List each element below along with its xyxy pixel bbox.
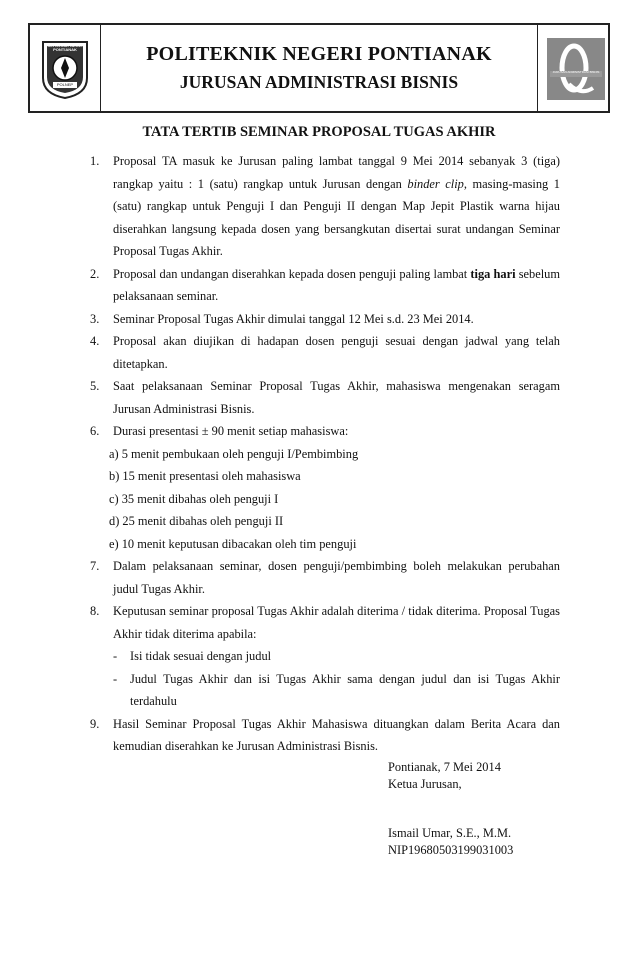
duration-item: d) 25 menit dibahas oleh penguji II (109, 514, 284, 528)
list-item: 4. Proposal akan diujikan di hadapan dosen penguji sesuai dengan jadwal yang telah ditetapkan. (90, 334, 560, 371)
list-item: 5. Saat pelaksanaan Seminar Proposal Tugas Akhir, mahasiswa mengenakan seragam Jurusan Administrasi Bisnis. (90, 379, 560, 416)
document-title: TATA TERTIB SEMINAR PROPOSAL TUGAS AKHIR (142, 124, 496, 140)
rules-list (90, 150, 560, 758)
duration-item: a) 5 menit pembukaan oleh penguji I/Pembimbing (109, 446, 359, 461)
jab-logo-icon (547, 38, 605, 100)
signer-nip: NIP19680503199031003 (388, 843, 514, 857)
list-item: 7. Dalam pelaksanaan seminar, dosen penguji/pembimbing boleh melakukan perubahan judul Tugas Akhir. (90, 559, 560, 596)
list-item: 6. Durasi presentasi ± 90 menit setiap mahasiswa: (90, 424, 349, 438)
list-item: 1. Proposal TA masuk ke Jurusan paling lambat tanggal 9 Mei 2014 sebanyak 3 (tiga) rangkap yaitu : 1 (satu) rangkap untuk Jurusan dengan binder clip, masing-masing 1 (satu) rangkap untuk Penguji I dan Penguji II dengan Map Jepit Plastik warna hijau diserahkan langsung kepada dosen yang bersangkutan disertai surat undangan Seminar Proposal Tugas Akhir. (90, 154, 561, 258)
list-item: 8. Keputusan seminar proposal Tugas Akhir adalah diterima / tidak diterima. Proposal Tugas Akhir tidak diterima apabila: (90, 604, 560, 641)
list-item: 3. Seminar Proposal Tugas Akhir dimulai tanggal 12 Mei s.d. 23 Mei 2014. (90, 311, 474, 326)
institution-name: POLITEKNIK NEGERI PONTIANAK (146, 43, 492, 65)
list-item: 9. Hasil Seminar Proposal Tugas Akhir Mahasiswa dituangkan dalam Berita Acara dan kemudian diserahkan ke Jurusan Administrasi Bisnis. (90, 716, 560, 753)
list-item: 2. Proposal dan undangan diserahkan kepada dosen penguji paling lambat tiga hari sebelum pelaksanaan seminar. (90, 266, 560, 303)
left-logo-text: POLITEKNIK NEGERI PONTIANAK (44, 43, 86, 52)
place-date: Pontianak, 7 Mei 2014 (388, 760, 501, 774)
right-logo-cell (537, 25, 608, 111)
duration-item: b) 15 menit presentasi oleh mahasiswa (109, 469, 301, 483)
signer-role: Ketua Jurusan, (388, 777, 462, 791)
signer-name: Ismail Umar, S.E., M.M. (388, 826, 512, 840)
rejection-item: - Judul Tugas Akhir dan isi Tugas Akhir sama dengan judul dan isi Tugas Akhir terdahulu (113, 671, 560, 708)
rejection-item: - Isi tidak sesuai dengan judul (113, 649, 272, 663)
rejection-group (90, 645, 560, 713)
left-logo-cell (30, 25, 101, 111)
right-logo-text: JURUSAN ADMINISTRASI BISNIS (552, 70, 600, 74)
signer-block (388, 825, 513, 859)
letterhead (28, 23, 610, 113)
left-logo-bottom: POLNEP (56, 82, 74, 87)
duration-item: c) 35 menit dibahas oleh penguji I (109, 491, 279, 506)
duration-item: e) 10 menit keputusan dibacakan oleh tim penguji (109, 536, 357, 551)
department-name: JURUSAN ADMINISTRASI BISNIS (179, 72, 459, 92)
header-title-cell (101, 25, 537, 111)
signature-block (388, 759, 501, 793)
